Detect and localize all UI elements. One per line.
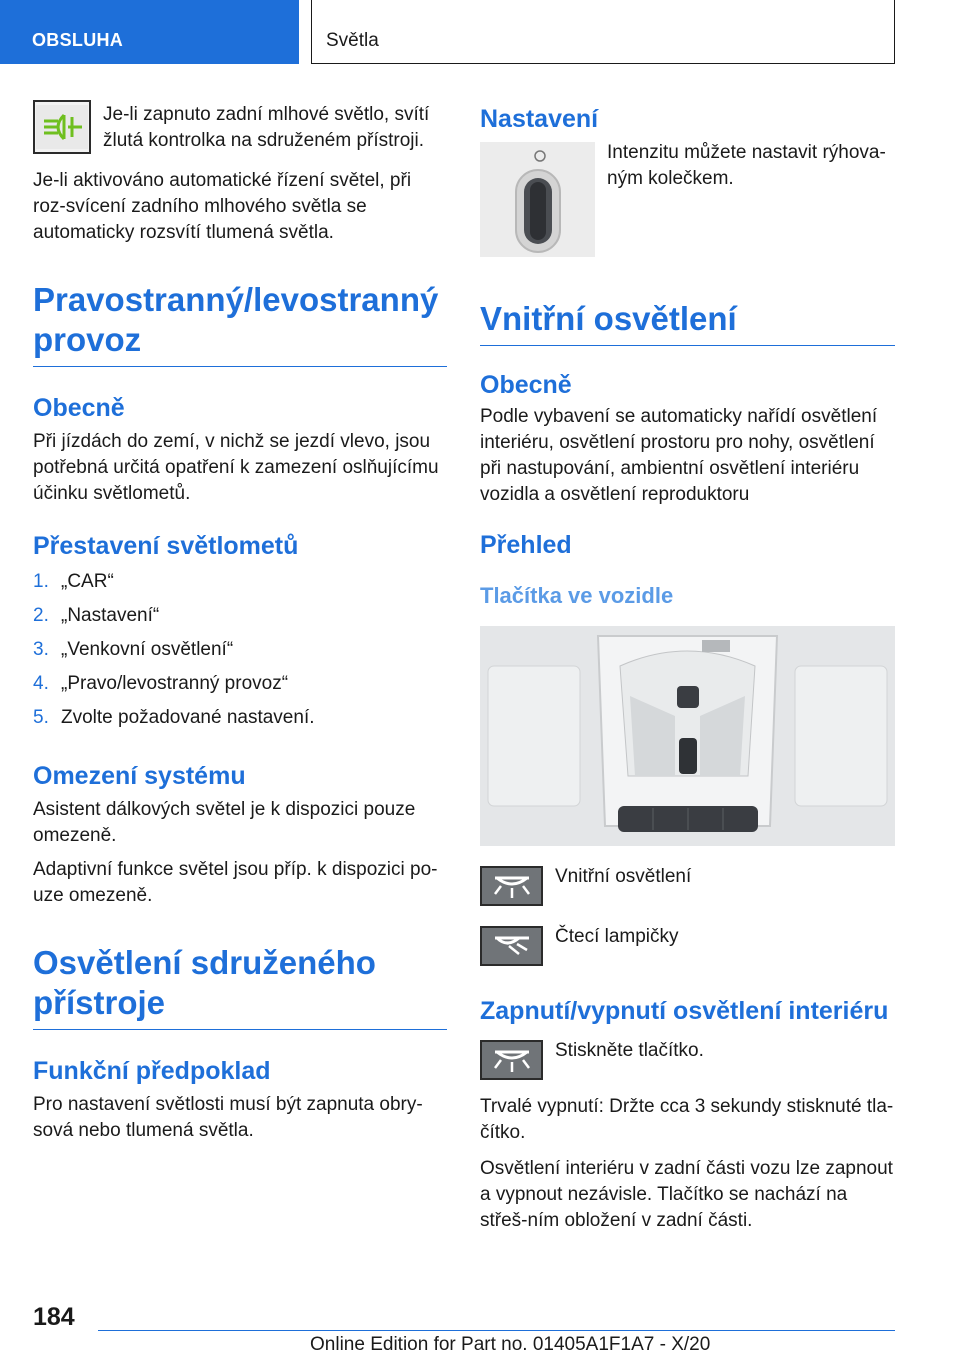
- steps-list: [33, 565, 447, 735]
- limits-text-2: Adaptivní funkce světel jsou příp. k dispozici po-uze omezeně.: [33, 859, 438, 906]
- general-text: Při jízdách do zemí, v nichž se jezdí vlevo, jsou potřebná určitá opatření k zamezení oslňujícímu účinku světlometů.: [33, 431, 439, 504]
- fog-note: Je-li zapnuto zadní mlhové světlo, svítí žlutá kontrolka na sdruženém přístroji.: [103, 104, 430, 151]
- heading-rule: [480, 345, 895, 346]
- reading-light-icon: [480, 926, 543, 966]
- adjust-heading: Přestavení světlometů: [33, 532, 299, 560]
- chapter-tab: [311, 0, 895, 64]
- buttons-heading: Tlačítka ve vozidle: [480, 583, 674, 608]
- thumbwheel-image: [480, 142, 595, 257]
- heading-rule: [33, 366, 447, 367]
- roof-console-image: [480, 626, 895, 846]
- list-item: 4. „Pravo/levostranný provoz“: [33, 673, 289, 694]
- precondition-text: Pro nastavení světlosti musí být zapnuta obry-sová nebo tlumená světla.: [33, 1094, 423, 1141]
- precondition-heading: Funkční předpoklad: [33, 1057, 271, 1085]
- interior-light-row: [480, 866, 895, 906]
- reading-light-row: [480, 926, 895, 966]
- edition-text: Online Edition for Part no. 01405A1F1A7 - X/20: [310, 1334, 711, 1355]
- interior-light-button-icon: [480, 1040, 543, 1080]
- cluster-heading: Osvětlení sdruženého přístroje: [33, 944, 376, 1021]
- rear-lights-text: Osvětlení interiéru v zadní části vozu lze zapnout a vypnout nezávisle. Tlačítko se nachází na střeš-ním obložení v zadní části.: [480, 1158, 893, 1231]
- right-column: [480, 100, 895, 1234]
- settings-row: [480, 142, 895, 257]
- interior-heading: Vnitřní osvětlení: [480, 300, 737, 337]
- page-number: 184: [33, 1303, 75, 1331]
- general-text-right: Podle vybavení se automaticky nařídí osvětlení interiéru, osvětlení prostoru pro nohy, osvětlení při nastupování, ambientní osvětlení interiéru vozidla a osvětlení reproduktoru: [480, 406, 878, 505]
- footer-rule: [98, 1330, 895, 1331]
- overview-heading: Přehled: [480, 531, 572, 559]
- section-label: OBSLUHA: [32, 30, 124, 50]
- reading-light-label: Čtecí lampičky: [555, 926, 679, 947]
- general-heading-right: Obecně: [480, 371, 572, 399]
- fog-auto-text: Je-li aktivováno automatické řízení světel, při roz-svícení zadního mlhového světla se automaticky rozsvítí tlumená světla.: [33, 170, 412, 243]
- limits-text-1: Asistent dálkových světel je k dispozici pouze omezeně.: [33, 799, 416, 846]
- settings-heading: Nastavení: [480, 105, 599, 133]
- general-heading: Obecně: [33, 394, 125, 422]
- interior-light-label: Vnitřní osvětlení: [555, 866, 692, 887]
- permanent-off-text: Trvalé vypnutí: Držte cca 3 sekundy stisknuté tla-čítko.: [480, 1096, 894, 1143]
- list-item: 2. „Nastavení“: [33, 605, 160, 626]
- settings-text: Intenzitu můžete nastavit rýhova-ným kolečkem.: [607, 142, 886, 189]
- limits-heading: Omezení systému: [33, 762, 246, 790]
- switch-heading: Zapnutí/vypnutí osvětlení interiéru: [480, 997, 889, 1025]
- switch-row: [480, 1040, 895, 1080]
- rear-fog-light-icon: [33, 100, 91, 154]
- heading-rule: [33, 1029, 447, 1030]
- left-column: [33, 100, 447, 1144]
- list-item: 1. „CAR“: [33, 571, 114, 592]
- fog-indicator-row: [33, 100, 447, 154]
- traffic-heading: Pravostranný/levostranný provoz: [33, 281, 439, 358]
- chapter-label: Světla: [326, 30, 379, 51]
- list-item: 5. Zvolte požadované nastavení.: [33, 707, 315, 728]
- section-tab: [0, 0, 299, 64]
- interior-light-icon: [480, 866, 543, 906]
- switch-text: Stiskněte tlačítko.: [555, 1040, 704, 1061]
- list-item: 3. „Venkovní osvětlení“: [33, 639, 234, 660]
